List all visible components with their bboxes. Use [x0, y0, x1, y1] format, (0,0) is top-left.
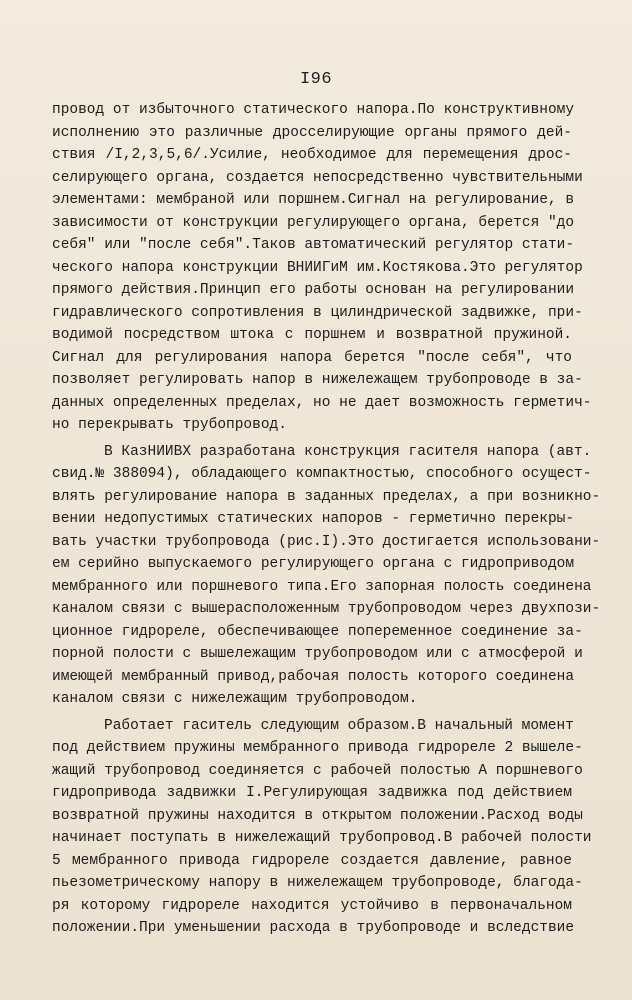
text-line: зависимости от конструкции регулирующего органа, берется "до: [52, 214, 575, 231]
text-line: каналом связи с нижележащим трубопроводом.: [52, 691, 418, 707]
page-number: I96: [299, 70, 333, 89]
text-line: провод от избыточного статического напора.По конструктивному: [52, 102, 575, 118]
text-line: начинает поступать в нижележащий трубопровод.В рабочей полости: [52, 830, 592, 846]
text-line: гидропривода задвижки I.Регулирующая задвижка под действием: [52, 785, 572, 801]
text-line: исполнению это различные дросселирующие органы прямого дей-: [52, 124, 572, 141]
text-line: В КазНИИВХ разработана конструкция гасителя напора (авт.: [104, 443, 592, 460]
text-line: возвратной пружины находится в открытом положении.Расход воды: [52, 807, 583, 824]
text-line: позволяет регулировать напор в нижележащем трубопроводе в за-: [52, 372, 583, 388]
text-body: [52, 99, 601, 940]
text-line: под действием пружины мембранного привода гидрореле 2 вышеле-: [52, 740, 583, 756]
text-line: ря которому гидрореле находится устойчиво в первоначальном: [52, 897, 572, 914]
text-line: имеющей мембранный привод,рабочая полость которого соединена: [52, 668, 575, 685]
text-line: Сигнал для регулирования напора берется "после себя", что: [52, 349, 572, 366]
text-line: себя" или "после себя".Таков автоматический регулятор стати-: [52, 237, 575, 253]
text-line: влять регулирование напора в заданных пределах, а при возникно-: [52, 488, 601, 505]
text-line: но перекрывать трубопровод.: [52, 417, 287, 433]
text-line: ствия /I,2,3,5,6/.Усилие, необходимое для перемещения дрос-: [52, 147, 572, 163]
paragraph-1: [52, 99, 592, 437]
text-line: селирующего органа, создается непосредственно чувствительными: [52, 169, 583, 186]
text-line: вении недопустимых статических напоров - герметично перекры-: [52, 511, 575, 527]
text-line: пьезометрическому напору в нижележащем трубопроводе, благода-: [52, 875, 583, 891]
text-line: гидравлического сопротивления в цилиндрической задвижке, при-: [52, 304, 583, 321]
text-line: мембранного или поршневого типа.Его запорная полость соединена: [52, 578, 592, 595]
text-line: прямого действия.Принцип его работы основан на регулировании: [52, 282, 575, 298]
text-line: вать участки трубопровода (рис.I).Это достигается использовани-: [52, 533, 601, 550]
text-line: положении.При уменьшении расхода в трубопроводе и вследствие: [52, 920, 575, 936]
paragraph-2: [52, 441, 601, 711]
paragraph-3: [52, 715, 592, 940]
text-line: 5 мембранного привода гидрореле создается давление, равное: [52, 852, 572, 869]
text-line: каналом связи с вышерасположенным трубопроводом через двухпози-: [52, 601, 601, 617]
text-line: водимой посредством штока с поршнем и возвратной пружиной.: [52, 327, 572, 343]
text-line: жащий трубопровод соединяется с рабочей полостью А поршневого: [52, 762, 583, 779]
text-line: ционное гидрореле, обеспечивающее попеременное соединение за-: [52, 623, 583, 640]
text-line: ческого напора конструкции ВНИИГиМ им.Костякова.Это регулятор: [52, 259, 583, 276]
text-line: данных определенных пределах, но не дает возможность герметич-: [52, 394, 592, 411]
text-line: свид.№ 388094), обладающего компактностью, способного осущест-: [52, 466, 592, 482]
text-line: элементами: мембраной или поршнем.Сигнал на регулирование, в: [52, 192, 575, 208]
text-line: порной полости с вышележащим трубопроводом или с атмосферой и: [52, 646, 583, 662]
text-line: ем серийно выпускаемого регулирующего органа с гидроприводом: [52, 556, 575, 572]
text-line: Работает гаситель следующим образом.В начальный момент: [104, 717, 574, 734]
